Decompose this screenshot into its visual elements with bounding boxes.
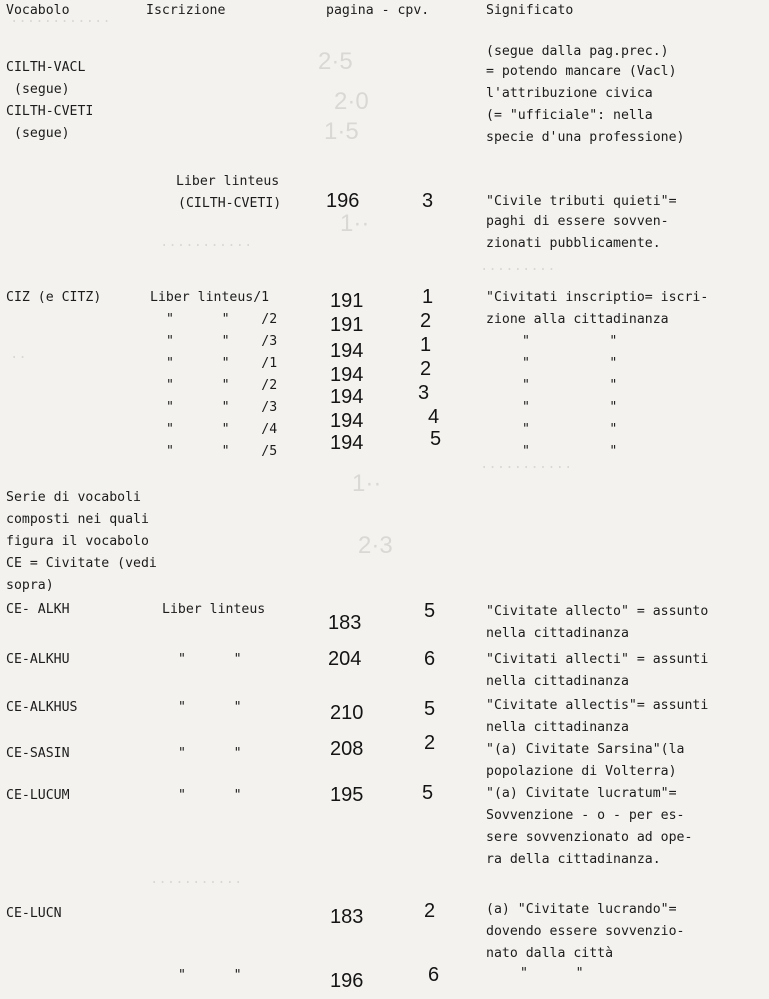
iscrizione-text: Liber linteus [162,602,266,617]
cpv-number: 4 [428,406,440,428]
iscrizione-text: " " /2 [166,378,278,393]
bleed-through-mark: ·· [10,350,27,366]
iscrizione-text: " " /3 [166,400,278,415]
vocabolo-note: (segue) [14,126,70,141]
bleed-through-mark: 1·5 [324,118,359,145]
significato-line: ra della cittadinanza. [486,852,661,867]
significato-line: nato dalla città [486,946,614,961]
cpv-number: 3 [418,382,430,404]
significato-line: Sovvenzione - o - per es- [486,808,685,823]
pagina-number: 195 [330,784,364,806]
iscrizione-text: " " /2 [166,312,278,327]
iscrizione-text: Liber linteus/1 [150,290,270,305]
bleed-through-mark: 1·· [352,470,382,497]
iscrizione-text: " " [178,746,242,761]
pagina-number: 196 [330,970,364,992]
bleed-through-mark: 1·· [340,210,370,237]
iscrizione-text: " " [178,968,242,983]
section-note-line: figura il vocabolo [6,534,149,549]
significato-line: nella cittadinanza [486,626,629,641]
pagina-number: 196 [326,190,360,212]
bleed-through-mark: ········· [480,262,556,278]
cpv-number: 6 [424,648,436,670]
significato-line: (= "ufficiale": nella [486,108,653,123]
bleed-through-mark: ··········· [150,875,243,891]
significato-line: nella cittadinanza [486,720,629,735]
vocabolo-note: (segue) [14,82,70,97]
significato-line: "Civitati allecti" = assunti [486,652,709,667]
pagina-number: 194 [330,410,364,432]
pagina-number: 191 [330,290,364,312]
pagina-number: 194 [330,386,364,408]
significato-line: = potendo mancare (Vacl) [486,64,677,79]
pagina-number: 183 [328,612,362,634]
significato-line: specie d'una professione) [486,130,685,145]
significato-line: zionati pubblicamente. [486,236,661,251]
bleed-through-mark: 2·5 [318,48,353,75]
pagina-number: 210 [330,702,364,724]
significato-line: "Civitate allecto" = assunto [486,604,709,619]
cpv-number: 5 [422,782,434,804]
significato-ditto: " " [522,444,618,459]
cpv-number: 2 [420,358,432,380]
vocabolo-term: CE-LUCUM [6,788,70,803]
cpv-number: 1 [420,334,432,356]
significato-line: (a) "Civitate lucrando"= [486,902,677,917]
iscrizione-text: " " /4 [166,422,278,437]
vocabolo-term: CE-SASIN [6,746,70,761]
significato-line: dovendo essere sovvenzio- [486,924,685,939]
cpv-number: 6 [428,964,440,986]
cpv-number: 5 [430,428,442,450]
significato-line: popolazione di Volterra) [486,764,677,779]
cpv-number: 3 [422,190,434,212]
significato-ditto: " " [522,356,618,371]
section-note-line: CE = Civitate (vedi [6,556,157,571]
cpv-number: 1 [422,286,434,308]
section-note-line: sopra) [6,578,54,593]
bleed-through-mark: ··········· [480,460,573,476]
column-header-pagina: pagina - cpv. [326,3,430,18]
significato-ditto: " " [522,334,618,349]
significato-line: zione alla cittadinanza [486,312,669,327]
significato-line: "(a) Civitate lucratum"= [486,786,677,801]
iscrizione-text: " " /5 [166,444,278,459]
bleed-through-mark: 2·0 [334,88,369,115]
iscrizione-text: " " [178,788,242,803]
pagina-number: 183 [330,906,364,928]
iscrizione-text: Liber linteus [176,174,280,189]
iscrizione-text: " " [178,652,242,667]
significato-ditto: " " [522,422,618,437]
cpv-number: 2 [424,732,436,754]
column-header-significato: Significato [486,3,574,18]
vocabolo-term: CE-LUCN [6,906,62,921]
column-header-vocabolo: Vocabolo [6,3,70,18]
vocabolo-term: CE- ALKH [6,602,70,617]
significato-ditto: " " [520,966,584,981]
vocabolo-term: CILTH-CVETI [6,104,94,119]
section-note-line: Serie di vocaboli [6,490,141,505]
section-note-line: composti nei quali [6,512,149,527]
iscrizione-text: " " [178,700,242,715]
iscrizione-text: " " /1 [166,356,278,371]
pagina-number: 194 [330,432,364,454]
vocabolo-term: CE-ALKHUS [6,700,78,715]
pagina-number: 194 [330,364,364,386]
column-header-iscrizione: Iscrizione [146,3,226,18]
significato-line: (segue dalla pag.prec.) [486,44,669,59]
cpv-number: 5 [424,600,436,622]
significato-ditto: " " [522,378,618,393]
vocabolo-term: CE-ALKHU [6,652,70,667]
significato-line: "(a) Civitate Sarsina"(la [486,742,685,757]
significato-line: "Civile tributi quieti"= [486,194,677,209]
significato-line: paghi di essere sovven- [486,214,669,229]
significato-line: sere sovvenzionato ad ope- [486,830,693,845]
significato-line: "Civitati inscriptio= iscri- [486,290,709,305]
significato-line: nella cittadinanza [486,674,629,689]
bleed-through-mark: ············ [10,14,111,30]
bleed-through-mark: 2·3 [358,532,393,559]
significato-ditto: " " [522,400,618,415]
vocabolo-term: CILTH-VACL [6,60,86,75]
pagina-number: 204 [328,648,362,670]
pagina-number: 191 [330,314,364,336]
pagina-number: 194 [330,340,364,362]
cpv-number: 2 [424,900,436,922]
bleed-through-mark: ··········· [160,238,253,254]
significato-line: l'attribuzione civica [486,86,653,101]
cpv-number: 2 [420,310,432,332]
cpv-number: 5 [424,698,436,720]
iscrizione-text: (CILTH-CVETI) [178,196,282,211]
significato-line: "Civitate allectis"= assunti [486,698,709,713]
iscrizione-text: " " /3 [166,334,278,349]
vocabolo-term: CIZ (e CITZ) [6,290,102,305]
pagina-number: 208 [330,738,364,760]
